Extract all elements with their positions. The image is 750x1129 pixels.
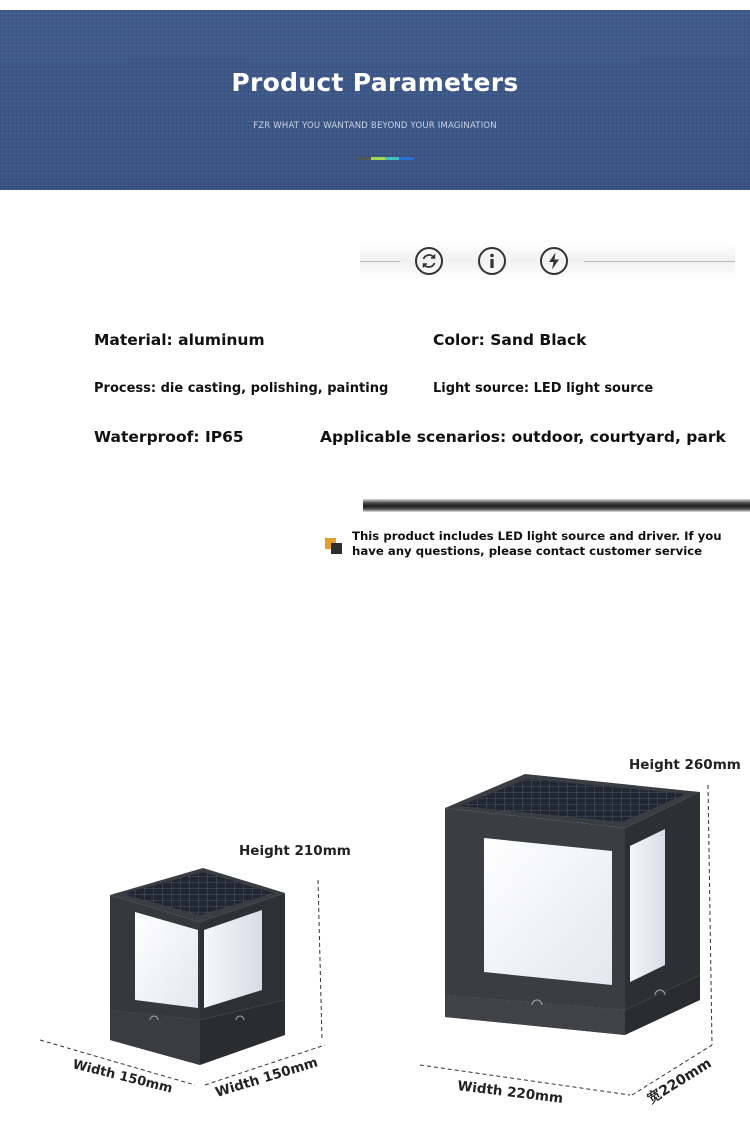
dimension-line bbox=[708, 785, 712, 1045]
banner-subtitle: FZR WHAT YOU WANTAND BEYOND YOUR IMAGINATION bbox=[253, 121, 497, 131]
large-height-label: Height 260mm bbox=[629, 757, 741, 773]
large-lamp bbox=[445, 774, 700, 1035]
accent-segment bbox=[399, 157, 414, 160]
param-process: Process: die casting, polishing, painting bbox=[94, 381, 389, 396]
dimension-line bbox=[318, 880, 322, 1040]
info-icon bbox=[477, 246, 507, 276]
page-title: Product Parameters bbox=[231, 68, 519, 97]
divider bbox=[360, 261, 400, 262]
metal-divider bbox=[363, 499, 750, 512]
accent-segment bbox=[371, 157, 385, 160]
small-width-right-label: Width 150mm bbox=[213, 1054, 320, 1101]
note-bullet-icon bbox=[325, 538, 343, 554]
header-banner bbox=[0, 10, 750, 190]
note-text: This product includes LED light source and driver. If you have any questions, please contact customer service bbox=[352, 529, 722, 558]
param-waterproof: Waterproof: IP65 bbox=[94, 428, 244, 446]
large-width-right-label: 宽220mm bbox=[644, 1055, 715, 1108]
refresh-icon bbox=[414, 246, 444, 276]
param-scenarios: Applicable scenarios: outdoor, courtyard, park bbox=[320, 428, 726, 446]
small-height-label: Height 210mm bbox=[239, 843, 351, 859]
param-material: Material: aluminum bbox=[94, 331, 265, 349]
param-color: Color: Sand Black bbox=[433, 331, 587, 349]
icon-strip bbox=[360, 242, 735, 280]
large-width-left-label: Width 220mm bbox=[456, 1078, 564, 1107]
param-light-source: Light source: LED light source bbox=[433, 381, 654, 396]
lightning-icon bbox=[539, 246, 569, 276]
color-accent-bar bbox=[357, 157, 414, 160]
divider bbox=[584, 261, 735, 262]
small-lamp bbox=[110, 868, 285, 1065]
small-width-left-label: Width 150mm bbox=[71, 1057, 174, 1097]
product-dimensions-illustration bbox=[0, 740, 750, 1129]
accent-segment bbox=[385, 157, 399, 160]
accent-segment bbox=[357, 157, 371, 160]
